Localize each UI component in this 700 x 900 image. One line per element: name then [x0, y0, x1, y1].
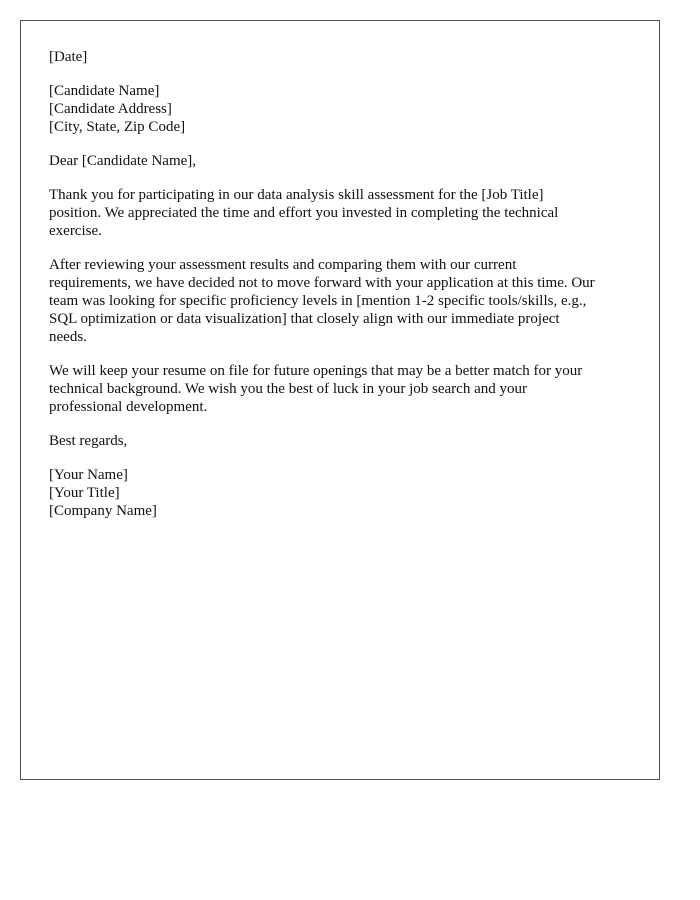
salutation: Dear [Candidate Name],: [49, 153, 197, 169]
paragraph-line: requirements, we have decided not to move forward with your application at this time. Our: [49, 275, 595, 291]
paragraph-line: We will keep your resume on file for future openings that may be a better match for your: [49, 363, 583, 379]
letter-page: [20, 20, 660, 780]
paragraph-line: SQL optimization or data visualization] that closely align with our immediate project: [49, 311, 560, 327]
recipient-name: [Candidate Name]: [49, 83, 160, 99]
paragraph-decision: [49, 256, 639, 346]
signature-block: [49, 466, 639, 520]
signature-name: [Your Name]: [49, 467, 128, 483]
closing: Best regards,: [49, 433, 128, 449]
letter-date: [Date]: [49, 49, 88, 65]
salutation-block: [49, 152, 639, 170]
recipient-address: [Candidate Address]: [49, 101, 172, 117]
recipient-address-block: [49, 82, 639, 136]
paragraph-line: team was looking for specific proficiency levels in [mention 1-2 specific tools/skills, e.g.,: [49, 293, 587, 309]
signature-company: [Company Name]: [49, 503, 157, 519]
signature-title: [Your Title]: [49, 485, 120, 501]
paragraph-line: professional development.: [49, 399, 208, 415]
paragraph-line: needs.: [49, 329, 87, 345]
paragraph-line: position. We appreciated the time and effort you invested in completing the technical: [49, 205, 559, 221]
paragraph-line: exercise.: [49, 223, 102, 239]
date-block: [49, 48, 639, 66]
paragraph-thank-you: [49, 186, 639, 240]
paragraph-future: [49, 362, 639, 416]
letter-body: [49, 48, 639, 536]
paragraph-line: Thank you for participating in our data analysis skill assessment for the [Job Title]: [49, 187, 544, 203]
recipient-city-state-zip: [City, State, Zip Code]: [49, 119, 186, 135]
paragraph-line: After reviewing your assessment results and comparing them with our current: [49, 257, 517, 273]
closing-block: [49, 432, 639, 450]
paragraph-line: technical background. We wish you the best of luck in your job search and your: [49, 381, 527, 397]
